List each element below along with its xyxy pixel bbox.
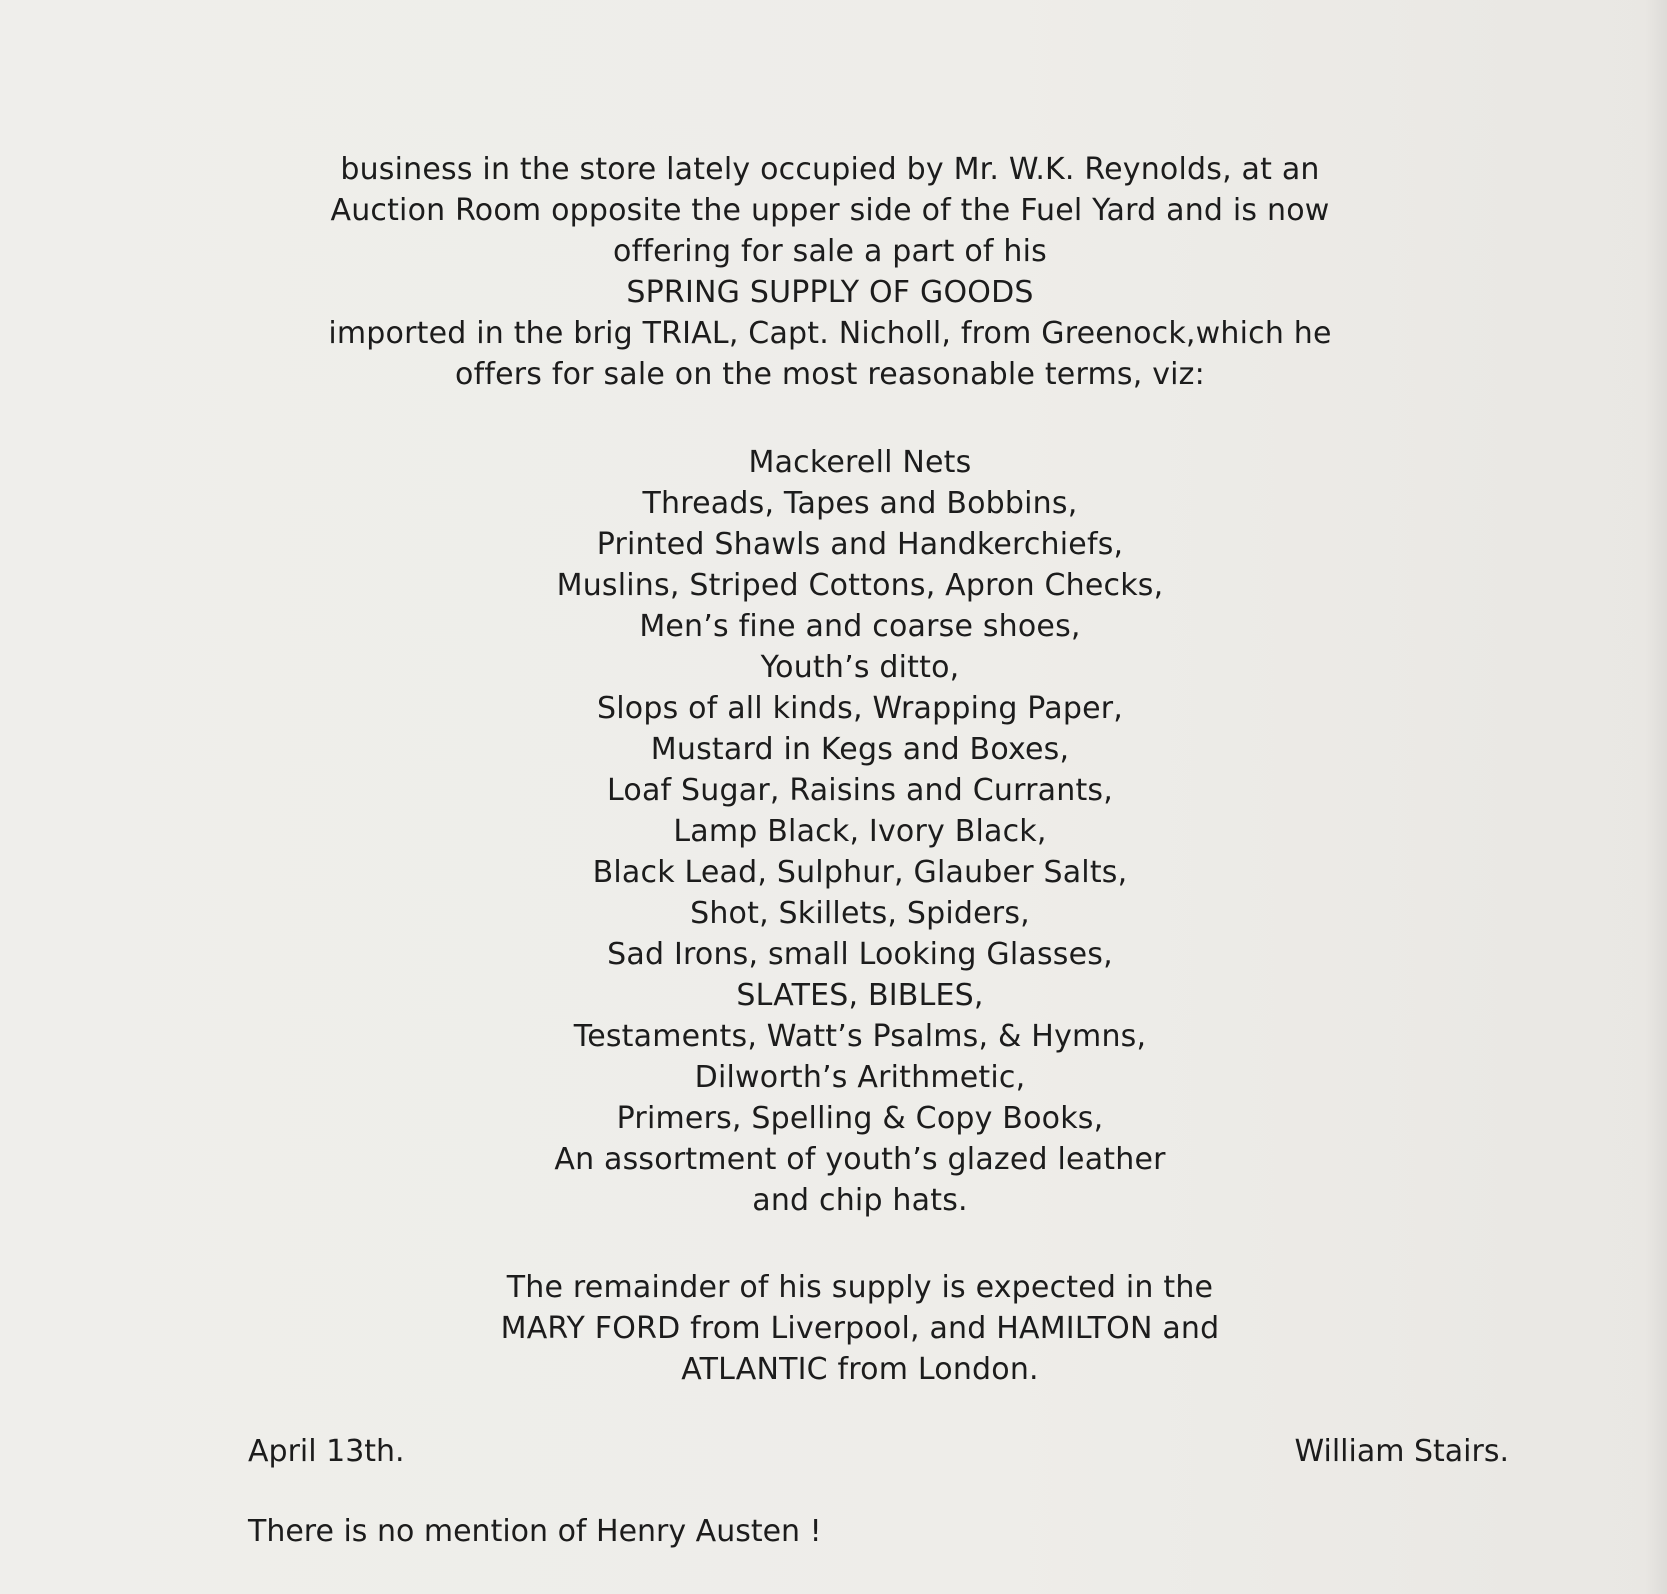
goods-item: and chip hats. (752, 1183, 968, 1218)
intro-heading: SPRING SUPPLY OF GOODS (626, 275, 1034, 310)
remainder-line: ATLANTIC from London. (681, 1352, 1039, 1387)
goods-item: Sad Irons, small Looking Glasses, (607, 937, 1113, 972)
intro-line: Auction Room opposite the upper side of the Fuel Yard and is now (330, 193, 1330, 228)
goods-item: Shot, Skillets, Spiders, (690, 896, 1030, 931)
intro-line: offers for sale on the most reasonable terms, viz: (455, 357, 1205, 392)
goods-item: Lamp Black, Ivory Black, (673, 814, 1047, 849)
intro-line: imported in the brig TRIAL, Capt. Nicholl, from Greenock,which he (328, 316, 1332, 351)
goods-item: Testaments, Watt’s Psalms, & Hymns, (573, 1019, 1147, 1054)
goods-item: Threads, Tapes and Bobbins, (642, 486, 1078, 521)
goods-item: Mackerell Nets (748, 445, 972, 480)
date-text: April 13th. (248, 1434, 405, 1469)
goods-item: Men’s fine and coarse shoes, (639, 609, 1081, 644)
goods-item: Primers, Spelling & Copy Books, (616, 1101, 1104, 1136)
goods-item: Slops of all kinds, Wrapping Paper, (597, 691, 1123, 726)
page-edge-shadow (1645, 0, 1667, 1594)
signature-text: William Stairs. (1294, 1434, 1509, 1469)
goods-item: Muslins, Striped Cottons, Apron Checks, (556, 568, 1164, 603)
goods-item: Loaf Sugar, Raisins and Currants, (607, 773, 1113, 808)
goods-item: Black Lead, Sulphur, Glauber Salts, (592, 855, 1128, 890)
goods-item: Mustard in Kegs and Boxes, (650, 732, 1070, 767)
goods-item: Youth’s ditto, (760, 650, 960, 685)
intro-line: offering for sale a part of his (613, 234, 1047, 269)
goods-item: SLATES, BIBLES, (736, 978, 984, 1013)
footnote-text: There is no mention of Henry Austen ! (248, 1514, 822, 1549)
goods-item: An assortment of youth’s glazed leather (554, 1142, 1166, 1177)
intro-line: business in the store lately occupied by Mr. W.K. Reynolds, at an (340, 152, 1320, 187)
remainder-line: The remainder of his supply is expected in the (506, 1270, 1214, 1305)
remainder-line: MARY FORD from Liverpool, and HAMILTON and (500, 1311, 1220, 1346)
goods-item: Dilworth’s Arithmetic, (694, 1060, 1026, 1095)
goods-item: Printed Shawls and Handkerchiefs, (596, 527, 1124, 562)
